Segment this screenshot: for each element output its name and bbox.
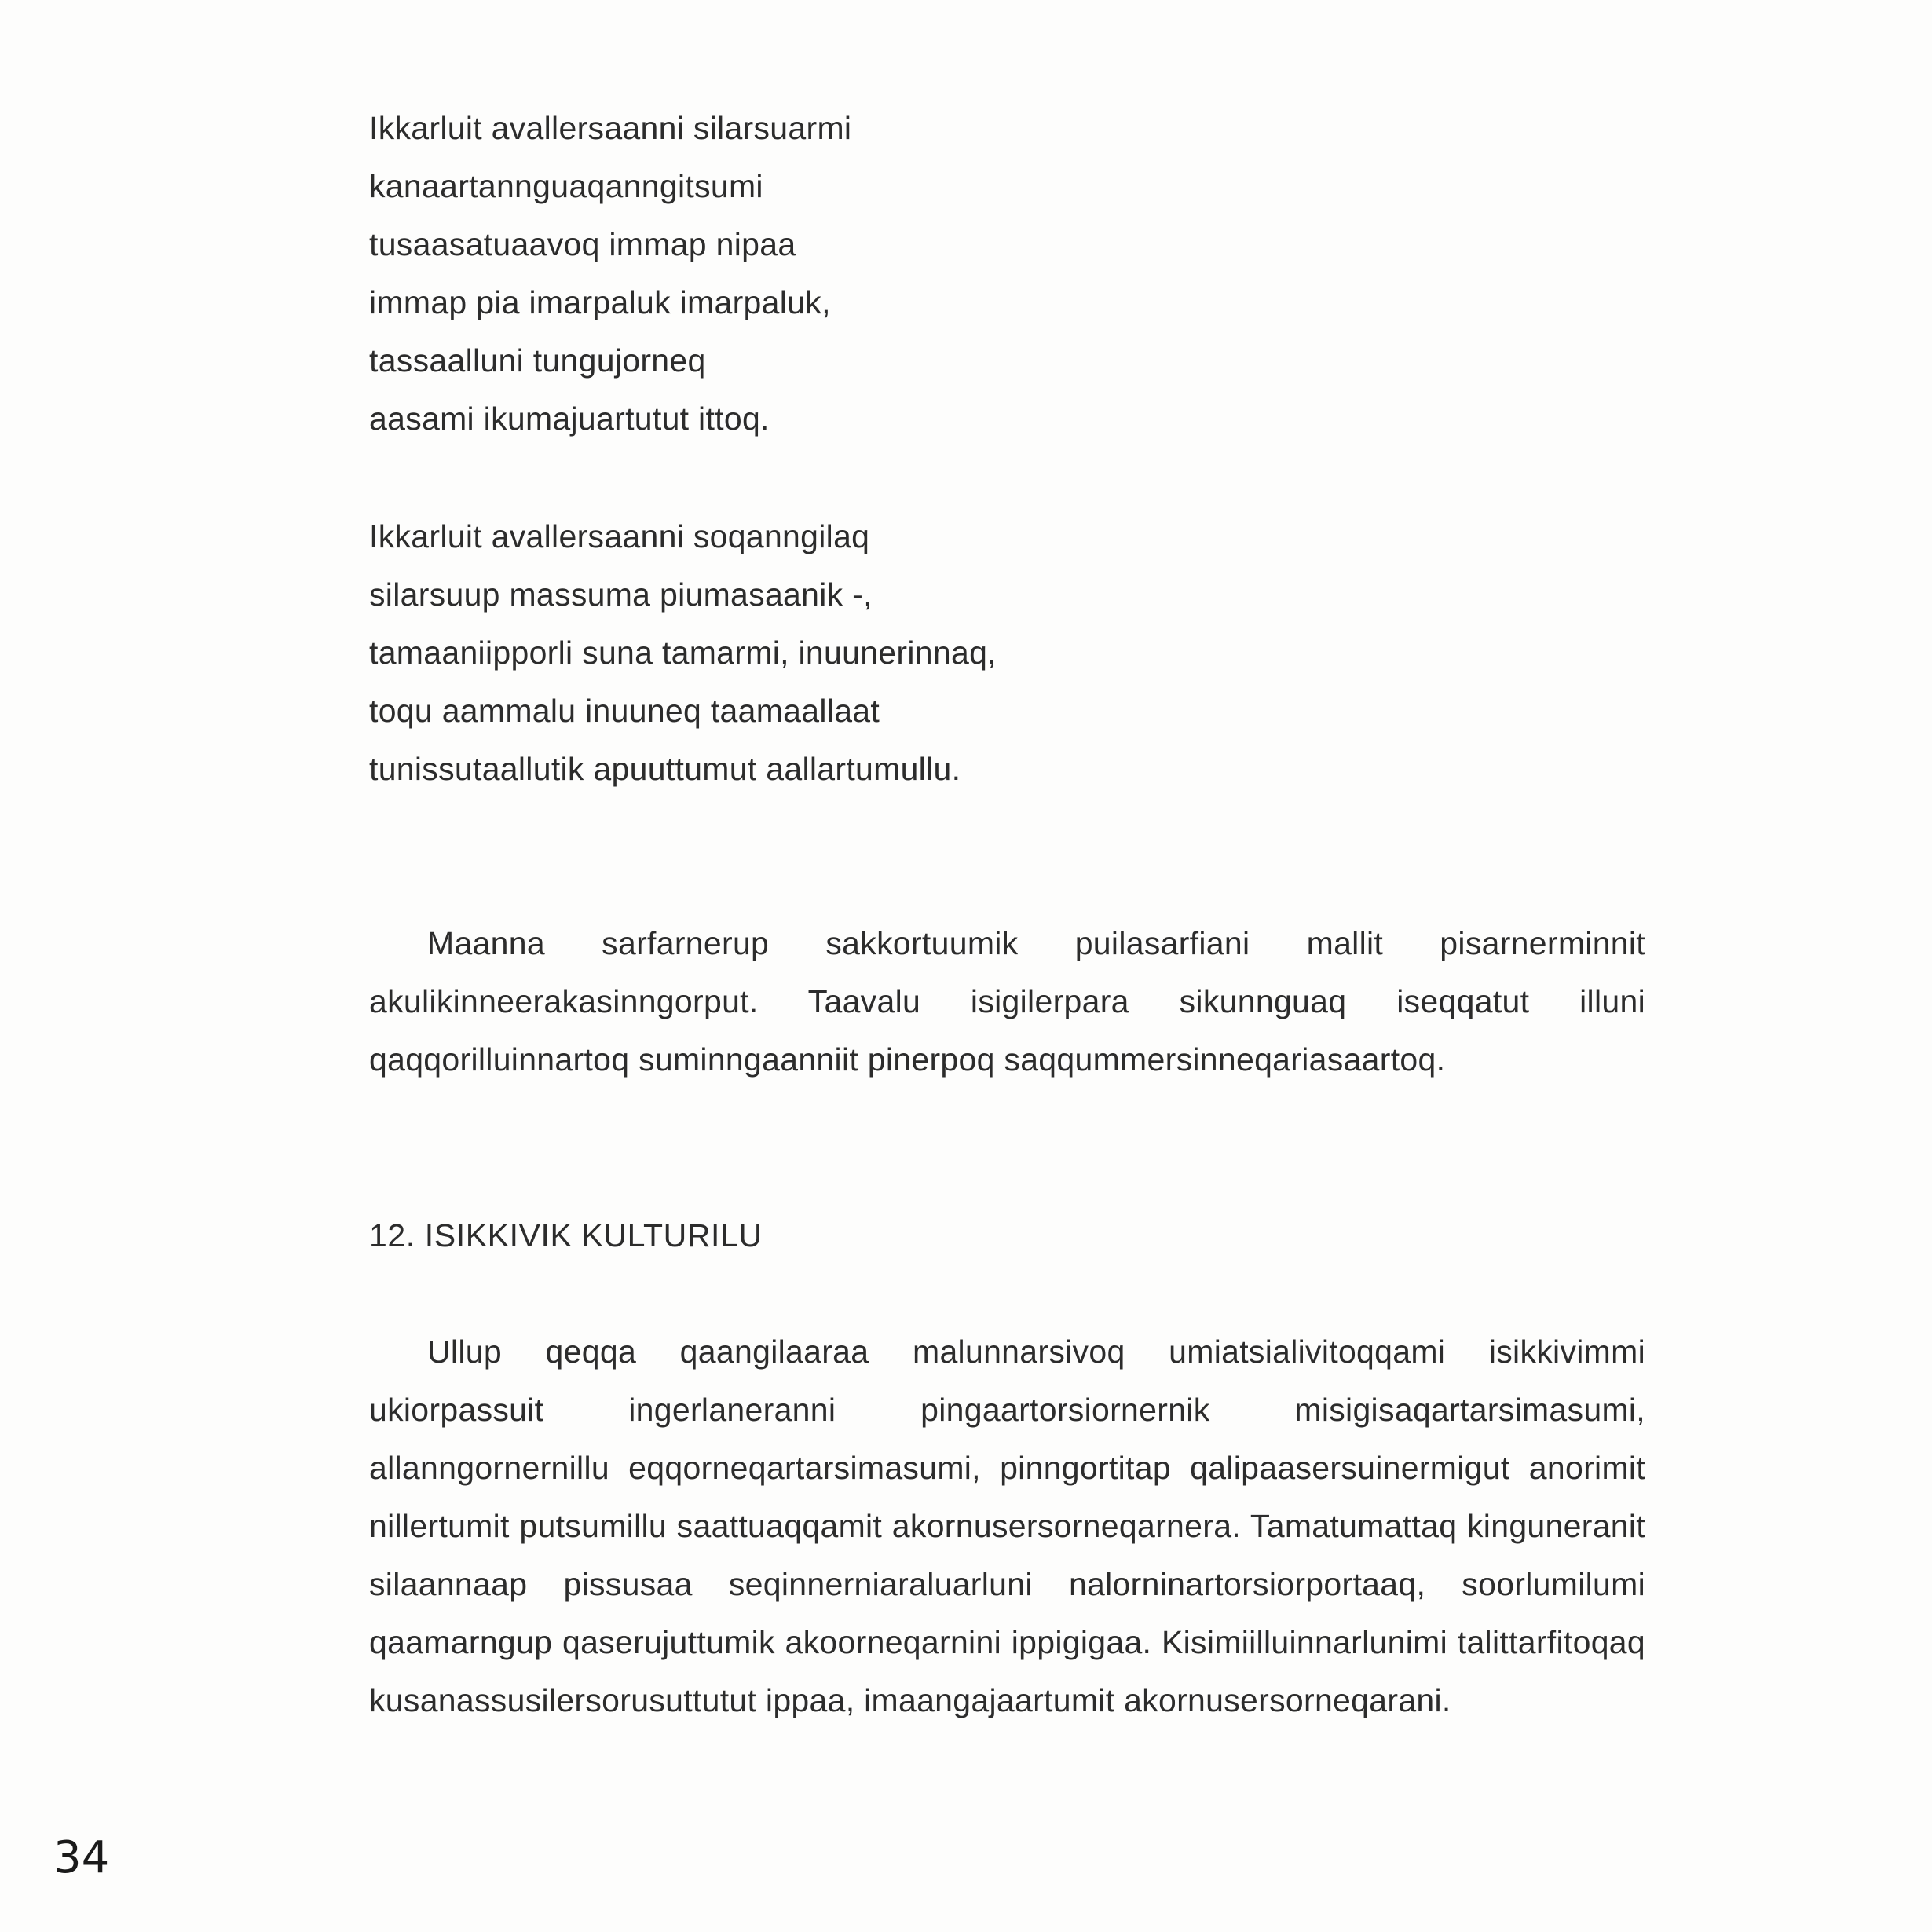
poem-line: tassaalluni tungujorneq xyxy=(369,342,706,379)
poem-stanza-2 xyxy=(369,507,997,798)
poem-line: toqu aammalu inuuneq taamaallaat xyxy=(369,693,880,729)
body-paragraph-2: Ullup qeqqa qaangilaaraa malunnarsivoq umiatsialivitoqqami isikkivimmi ukiorpassuit ingerlaneranni pingaartorsiornernik misigisaqartarsimasumi, allanngornernillu eqqorneqartarsimasumi, pinngortitap qalipaasersuinermigut anorimit nillertumit putsumillu saattuaqqamit akornusersorneqarnera. Tamatumattaq kinguneranit silaannaap pissusaa seqinnerniaraluarluni nalorninartorsiorportaaq, soorlumilumi qaamarngup qaserujuttumik akoorneqarnini ippigigaa. Kisimiilluinnarlunimi talittarfitoqaq kusanassusilersorusuttutut ippaa, imaangajaartumit akornusersorneqarani. xyxy=(369,1334,1645,1718)
poem-stanza-1 xyxy=(369,99,851,448)
poem-line: tusaasatuaavoq immap nipaa xyxy=(369,226,796,262)
page-number: 34 xyxy=(53,1832,110,1883)
poem-line: tunissutaallutik apuuttumut aallartumullu. xyxy=(369,751,961,787)
poem-line: Ikkarluit avallersaanni silarsuarmi xyxy=(369,110,852,146)
poem-line: immap pia imarpaluk imarpaluk, xyxy=(369,284,831,320)
poem-line: tamaaniipporli suna tamarmi, inuunerinnaq, xyxy=(369,635,997,671)
section-heading: 12. ISIKKIVIK KULTURILU xyxy=(369,1217,763,1253)
poem-line: silarsuup massuma piumasaanik -, xyxy=(369,576,873,613)
body-paragraph-1: Maanna sarfarnerup sakkortuumik puilasarfiani mallit pisarnerminnit akulikinneerakasinngorput. Taavalu isigilerpara sikunnguaq iseqqatut illuni qaqqorilluinnartoq suminngaanniit pinerpoq saqqummersinneqariasaartoq. xyxy=(369,925,1645,1078)
poem-line: Ikkarluit avallersaanni soqanngilaq xyxy=(369,518,870,554)
poem-line: aasami ikumajuartutut ittoq. xyxy=(369,401,770,437)
poem-line: kanaartannguaqanngitsumi xyxy=(369,168,763,204)
